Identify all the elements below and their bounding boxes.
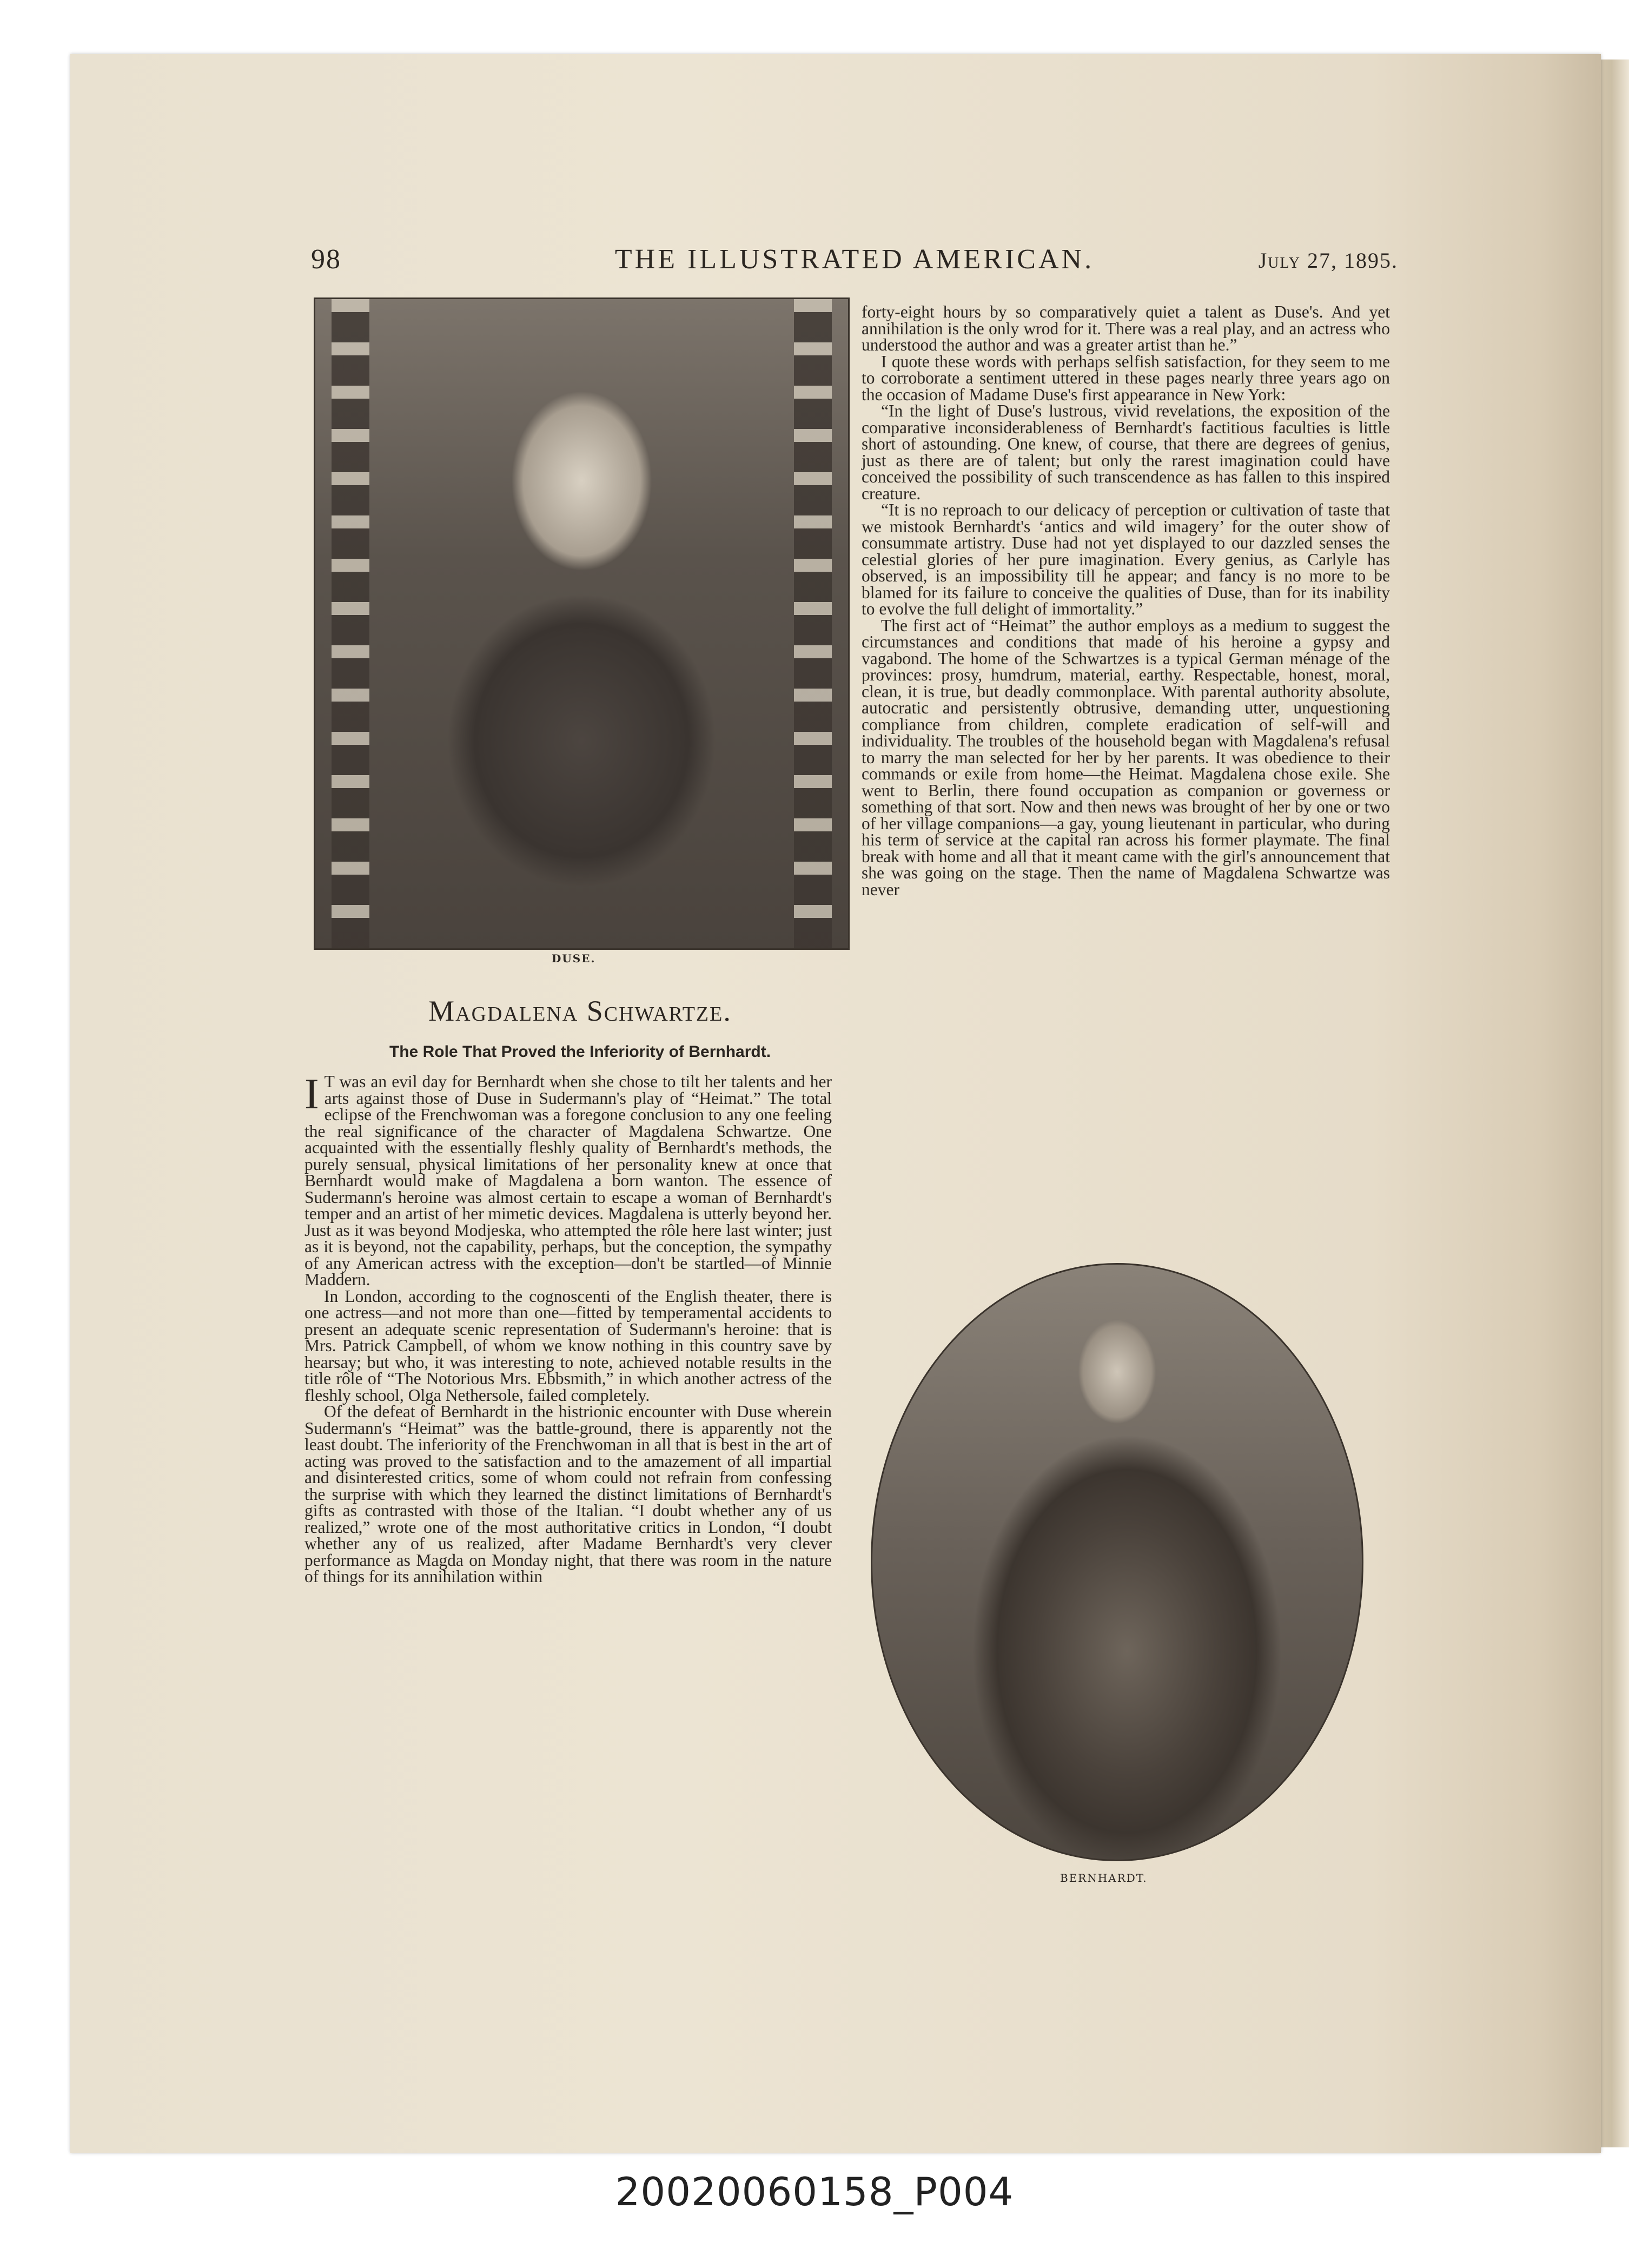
magazine-title: THE ILLUSTRATED AMERICAN. (614, 244, 1095, 275)
paragraph: I T was an evil day for Bernhardt when she chose to tilt her talents and her arts against those of Duse in Sudermann's play of “Heimat.” The total eclipse of the Frenchwoman was a foregone conclusion to any one feeling the real significance of the character of Magdalena Schwartze. One acquainted with the essentially fleshly quality of Bernhardt's methods, the purely sensual, physical limitations of her personality knew at once that Bernhardt would make of Magdalena a born wanton. The essence of Sudermann's heroine was almost certain to escape a woman of Bernhardt's temper and an artist of her mimetic devices. Magdalena is utterly beyond her. Just as it was beyond Modjeska, who attempted the rôle here last winter; just as it is beyond, not the capability, perhaps, but the conception, the sympathy of any American actress with the exception—don't be startled—of Minnie Maddern. (304, 1070, 832, 1289)
paragraph: Of the defeat of Bernhardt in the histrionic encounter with Duse wherein Sudermann's “Heimat” was the battle-ground, there is apparently not the least doubt. The inferiority of the Frenchwoman in all that is best in the art of acting was proved to the satisfaction and to the amazement of all impartial and disinterested critics, some of whom could not refrain from confessing the surprise with which they learned the distinct limitations of Bernhardt's gifts as contrasted with those of the Italian. “I doubt whether any of us realized,” wrote one of the most authoritative critics in London, “I doubt whether any of us realized, after Madame Bernhardt's very clever performance as Magda on Monday night, that there was room in the nature of things for its annihilation within (304, 1402, 832, 1586)
duse-photograph (314, 297, 850, 950)
paragraph: I quote these words with perhaps selfish satisfaction, for they seem to me to corroborate a sentiment uttered in these pages nearly three years ago on the occasion of Madame Duse's first appearance in New York: (862, 352, 1390, 404)
paragraph: “It is no reproach to our delicacy of perception or cultivation of taste that we mistook Bernhardt's ‘antics and wild imagery’ for the outer show of consummate artistry. Duse had not yet displayed to our dazzled senses the celestial glories of her pure imagination. Every genius, as Carlyle has observed, is an impossibility till he appear; and fancy is no more to be blamed for its failure to conceive the qualities of Duse, than for its inability to evolve the full delight of immortality.” (862, 500, 1390, 618)
bernhardt-photograph (871, 1263, 1363, 1861)
chair-left-post (332, 299, 369, 948)
page-header (311, 243, 1398, 281)
article-column-right (862, 304, 1390, 898)
issue-date: July 27, 1895. (1258, 248, 1398, 273)
paragraph: The first act of “Heimat” the author employs as a medium to suggest the circumstances and conditions that made of his heroine a gypsy and vagabond. The home of the Schwartzes is a typical German ménage of the provinces: prosy, humdrum, material, earthy. Respectable, honest, moral, clean, it is true, but deadly commonplace. With parental authority absolute, autocratic and persistently obtrusive, demanding utter, unquestioning compliance from children, complete eradication of self-will and individuality. The troubles of the household began with Magdalena's refusal to marry the man selected for her by her parents. It was obedience to their commands or exile from home—the Heimat. Magdalena chose exile. She went to Berlin, there found occupation as companion or governess or something of that sort. Now and then news was brought of her by one or two of her village companions—a gay, young lieutenant in particular, who during his term of service at the capital ran across his former playmate. The final break with home and all that it meant came with the girl's announcement that she was going on the stage. Then the name of Magdalena Schwartze was never (862, 616, 1390, 899)
bernhardt-caption: BERNHARDT. (1060, 1872, 1148, 1885)
article-subtitle: The Role That Proved the Inferiority of Bernhardt. (389, 1043, 771, 1061)
chair-right-post (794, 299, 832, 948)
drop-cap: I (304, 1070, 319, 1118)
page-number: 98 (311, 244, 341, 275)
paragraph: forty-eight hours by so comparatively quiet a talent as Duse's. And yet annihilation is the only wrod for it. There was a real play, and an actress who understood the author and was a greater artist than he.” (862, 302, 1390, 354)
archive-id: 20020060158_P004 (615, 2169, 1014, 2214)
article-column-left (304, 1070, 832, 1586)
article-title: Magdalena Schwartze. (428, 995, 732, 1027)
duse-caption: DUSE. (552, 952, 596, 965)
paragraph: In London, according to the cognoscenti of the English theater, there is one actress—and not more than one—fitted by temperamental accidents to present an adequate scenic representation of Sudermann's heroine: that is Mrs. Patrick Campbell, of whom we know nothing in this country save by hearsay; but who, it was interesting to note, achieved notable results in the title rôle of “The Notorious Mrs. Ebbsmith,” in which another actress of the fleshly school, Olga Nethersole, failed completely. (304, 1286, 832, 1405)
paragraph: “In the light of Duse's lustrous, vivid revelations, the exposition of the comparative inconsiderableness of Bernhardt's factitious faculties is little short of astounding. One knew, of course, that there are degrees of genius, just as there are of talent; but only the rarest imagination could have conceived the possibility of such transcendence as has fallen to this inspired creature. (862, 401, 1390, 503)
